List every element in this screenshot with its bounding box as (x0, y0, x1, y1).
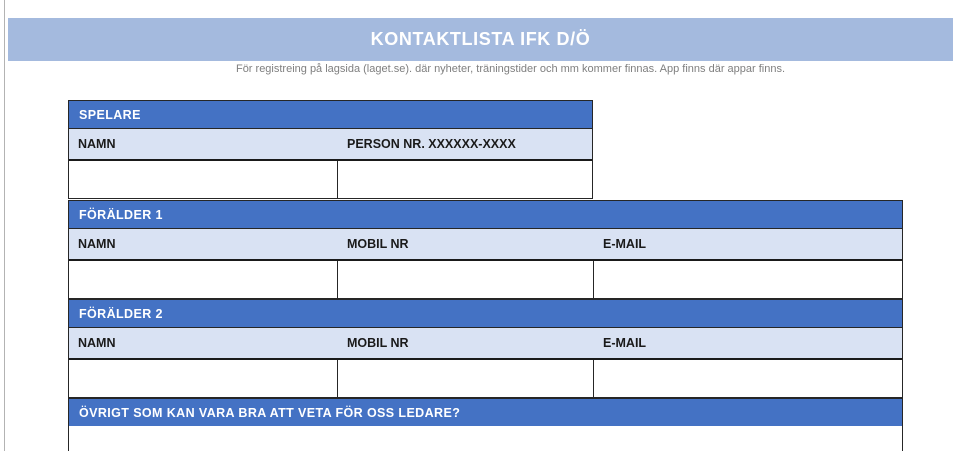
foralder1-column-labels (69, 228, 902, 261)
foralder2-input-row (69, 360, 902, 397)
spelare-section-header (69, 101, 592, 128)
page-edge-line (4, 0, 5, 451)
ovrigt-section-header (69, 399, 902, 426)
foralder2-namn-input-cell[interactable] (69, 360, 338, 397)
foralder1-mobil-label: MOBIL NR (347, 237, 409, 251)
foralder1-input-row (69, 261, 902, 298)
foralder2-column-labels (69, 327, 902, 360)
foralder1-email-label: E-MAIL (603, 237, 647, 251)
foralder2-table (68, 299, 903, 398)
spelare-section-title: SPELARE (79, 107, 141, 122)
spelare-namn-label: NAMN (78, 137, 116, 151)
foralder2-section-header (69, 300, 902, 327)
foralder2-email-input-cell[interactable] (594, 360, 902, 397)
foralder1-mobil-input-cell[interactable] (338, 261, 594, 298)
foralder2-section-title: FÖRÄLDER 2 (79, 306, 163, 321)
foralder2-email-label: E-MAIL (603, 336, 647, 350)
foralder1-section-title: FÖRÄLDER 1 (79, 207, 163, 222)
ovrigt-input-cell[interactable] (69, 426, 902, 451)
spelare-namn-input-cell[interactable] (69, 161, 338, 198)
spelare-table (68, 100, 593, 199)
spelare-personnr-label: PERSON NR. XXXXXX-XXXX (347, 137, 516, 151)
foralder1-namn-label: NAMN (78, 237, 116, 251)
foralder1-email-input-cell[interactable] (594, 261, 902, 298)
ovrigt-table (68, 398, 903, 451)
foralder2-mobil-label: MOBIL NR (347, 336, 409, 350)
registration-note: För registreing på lagsida (laget.se). där nyheter, träningstider och mm kommer finnas. App finns där appar finns. (235, 63, 786, 75)
foralder1-table (68, 200, 903, 299)
foralder2-mobil-input-cell[interactable] (338, 360, 594, 397)
title-banner (8, 18, 953, 61)
foralder1-namn-input-cell[interactable] (69, 261, 338, 298)
spelare-input-row (69, 161, 592, 198)
ovrigt-section-title: ÖVRIGT SOM KAN VARA BRA ATT VETA FÖR OSS LEDARE? (79, 405, 461, 420)
foralder1-section-header (69, 201, 902, 228)
foralder2-namn-label: NAMN (78, 336, 116, 350)
spelare-column-labels (69, 128, 592, 161)
page-title: KONTAKTLISTA IFK D/Ö (370, 29, 591, 49)
spelare-personnr-input-cell[interactable] (338, 161, 592, 198)
